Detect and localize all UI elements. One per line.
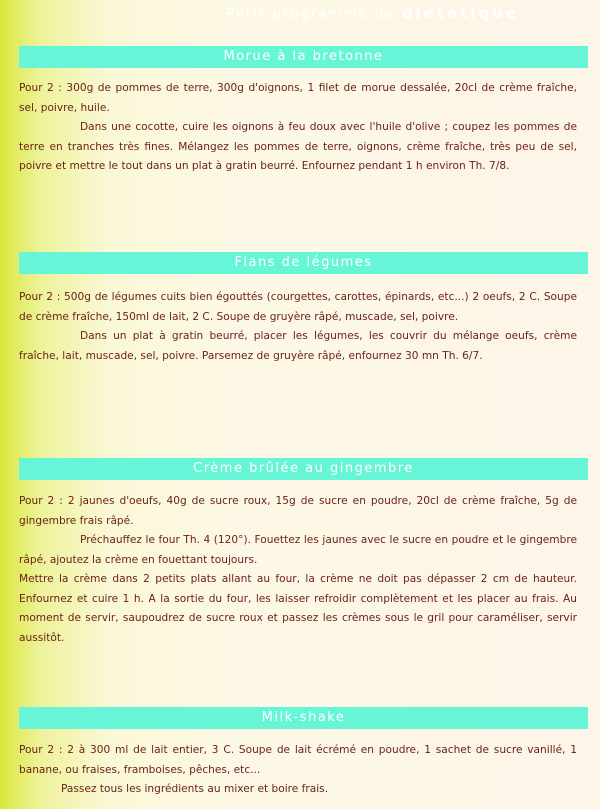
recipe-instructions: Passez tous les ingrédients au mixer et boire frais. bbox=[61, 783, 329, 795]
page-title-prefix: Petit programme de bbox=[226, 7, 402, 22]
recipe-instructions: Dans une cocotte, cuire les oignons à feu doux avec l'huile d'olive ; coupez les pommes de terre en tranches très fines. Mélangez les pommes de terre, oignons, crème fraîche, très peu de sel, poivre et mettre le tout dans un plat à gratin beurré. Enfournez pendant 1 h environ Th. 7/8. bbox=[19, 121, 577, 172]
page-title-bold: diététique bbox=[401, 4, 520, 22]
recipe-instructions: Préchauffez le four Th. 4 (120°). Fouettez les jaunes avec le sucre en poudre et le gingembre râpé, ajoutez la crème en fouettant toujours. bbox=[19, 534, 577, 566]
recipe-body-flans bbox=[19, 288, 577, 366]
recipe-title-flans: Flans de légumes bbox=[19, 252, 588, 274]
recipe-body-creme-brulee bbox=[19, 492, 577, 648]
recipe-ingredients: Pour 2 : 2 à 300 ml de lait entier, 3 C. Soupe de lait écrémé en poudre, 1 sachet de sucre vanillé, 1 banane, ou fraises, framboises, pêches, etc... bbox=[19, 744, 577, 776]
recipe-title-morue: Morue à la bretonne bbox=[19, 46, 588, 68]
recipe-ingredients: Pour 2 : 300g de pommes de terre, 300g d'oignons, 1 filet de morue dessalée, 20cl de crème fraîche, sel, poivre, huile. bbox=[19, 82, 577, 114]
recipe-ingredients: Pour 2 : 2 jaunes d'oeufs, 40g de sucre roux, 15g de sucre en poudre, 20cl de crème fraîche, 5g de gingembre frais râpé. bbox=[19, 495, 577, 527]
recipe-instructions-continued: Mettre la crème dans 2 petits plats allant au four, la crème ne doit pas dépasser 2 cm de hauteur. Enfournez et cuire 1 h. A la sortie du four, les laisser refroidir complètement et les placer au frais. Au moment de servir, saupoudrez de sucre roux et passez les crèmes sous le gril pour caraméliser, servir aussitôt. bbox=[19, 573, 577, 644]
recipe-body-morue bbox=[19, 79, 577, 177]
recipe-title-creme-brulee: Crème brûlée au gingembre bbox=[19, 458, 588, 480]
page-title bbox=[226, 4, 519, 22]
recipe-body-milk-shake bbox=[19, 741, 577, 800]
recipe-instructions: Dans un plat à gratin beurré, placer les légumes, les couvrir du mélange oeufs, crème fraîche, lait, muscade, sel, poivre. Parsemez de gruyère râpé, enfournez 30 mn Th. 6/7. bbox=[19, 330, 577, 362]
recipe-title-milk-shake: Milk-shake bbox=[19, 707, 588, 729]
recipe-ingredients: Pour 2 : 500g de légumes cuits bien égouttés (courgettes, carottes, épinards, etc...) 2 oeufs, 2 C. Soupe de crème fraîche, 150ml de lait, 2 C. Soupe de gruyère râpé, muscade, sel, poivre. bbox=[19, 291, 577, 323]
